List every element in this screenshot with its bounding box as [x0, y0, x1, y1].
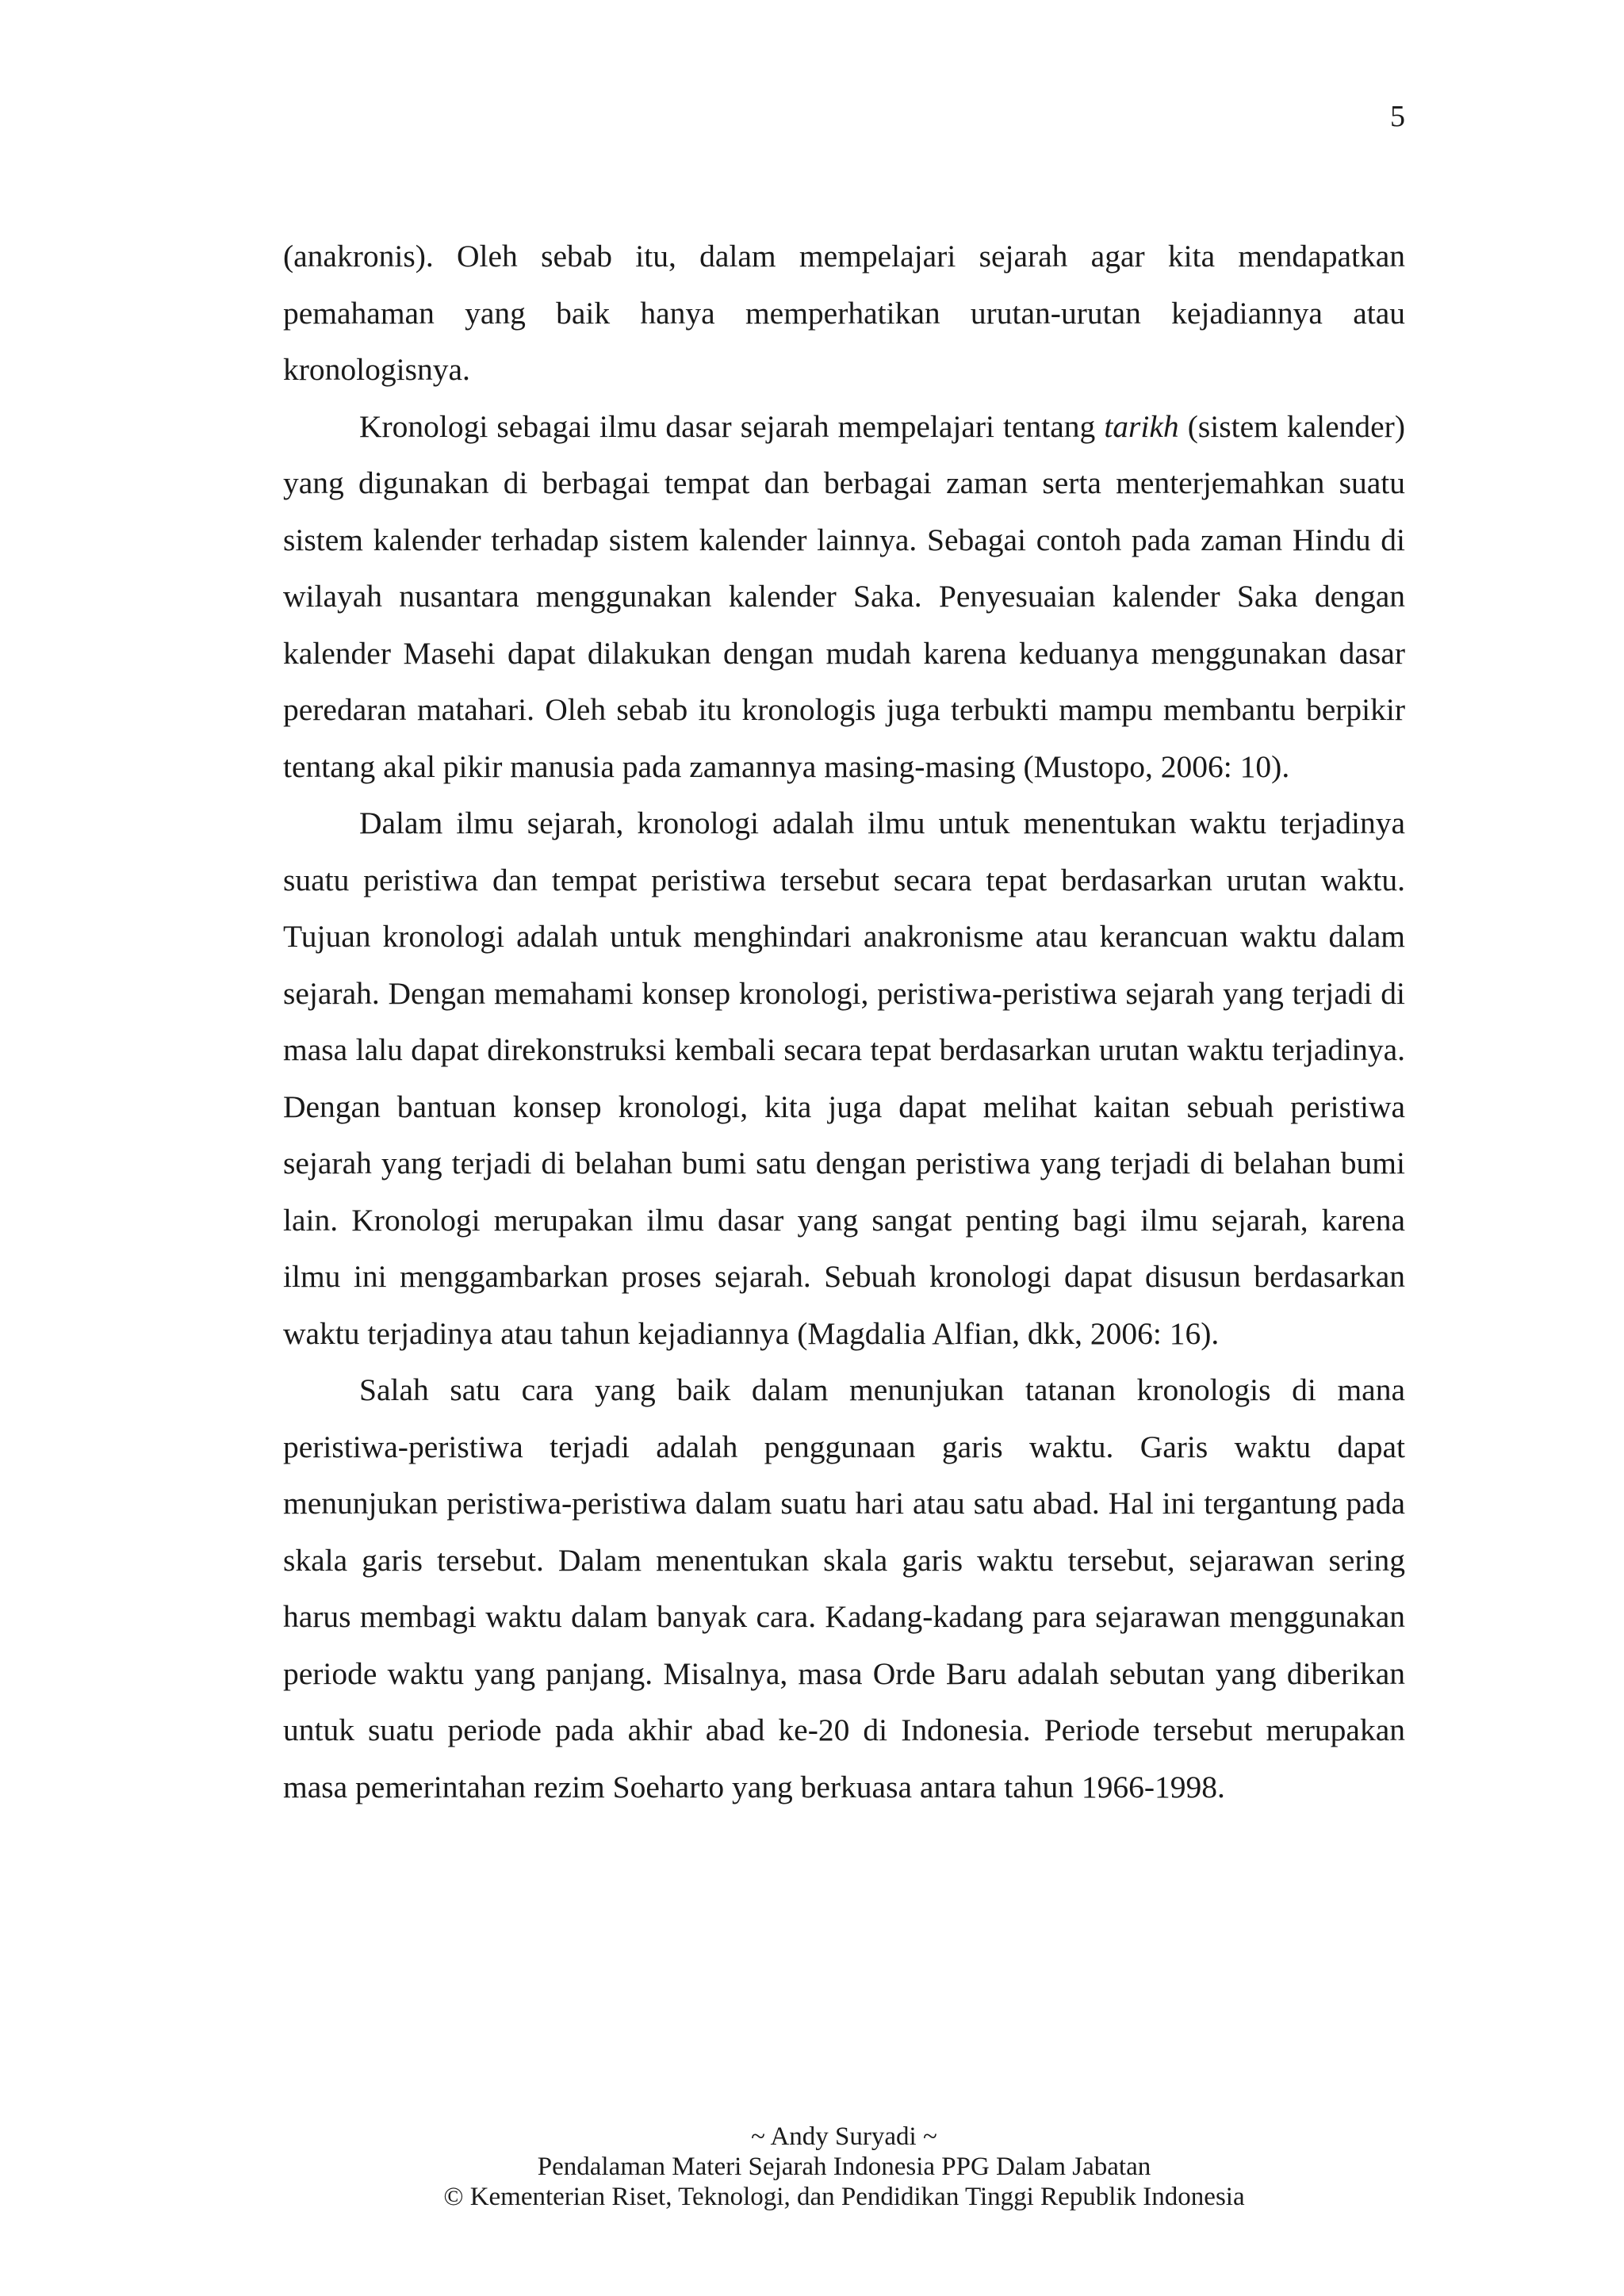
footer-author: ~ Andy Suryadi ~ — [751, 2122, 937, 2151]
paragraph-text-after-italic: (sistem kalender) yang digunakan di berbagai tempat dan berbagai zaman serta menterjemahkan suatu sistem kalender terhadap sistem kalender lainnya. Sebagai contoh pada zaman Hindu di wilayah nusantara menggunakan kalender Saka. Penyesuaian kalender Saka dengan kalender Masehi dapat dilakukan dengan mudah karena keduanya menggunakan dasar peredaran matahari. Oleh sebab itu kronologis juga terbukti mampu membantu berpikir tentang akal pikir manusia pada zamannya masing-masing (Mustopo, 2006: 10). — [283, 408, 1405, 784]
paragraph-garis-waktu: Salah satu cara yang baik dalam menunjukan tatanan kronologis di mana peristiwa-peristiwa terjadi adalah penggunaan garis waktu. Garis waktu dapat menunjukan peristiwa-peristiwa dalam suatu hari atau satu abad. Hal ini tergantung pada skala garis tersebut. Dalam menentukan skala garis waktu tersebut, sejarawan sering harus membagi waktu dalam banyak cara. Kadang-kadang para sejarawan menggunakan periode waktu yang panjang. Misalnya, masa Orde Baru adalah sebutan yang diberikan untuk suatu periode pada akhir abad ke-20 di Indonesia. Periode tersebut merupakan masa pemerintahan rezim Soeharto yang berkuasa antara tahun 1966-1998. — [283, 1372, 1405, 1804]
footer-copyright: © Kementerian Riset, Teknologi, dan Pendidikan Tinggi Republik Indonesia — [443, 2183, 1245, 2211]
paragraph-text-before-italic: Kronologi sebagai ilmu dasar sejarah mempelajari tentang — [359, 408, 1105, 444]
page-footer — [283, 2122, 1405, 2212]
body-text — [283, 228, 1405, 1816]
paragraph-continuation: (anakronis). Oleh sebab itu, dalam mempelajari sejarah agar kita mendapatkan pemahaman yang baik hanya memperhatikan urutan-urutan kejadiannya atau kronologisnya. — [283, 239, 1405, 387]
italic-term-tarikh: tarikh — [1104, 408, 1179, 444]
footer-title: Pendalaman Materi Sejarah Indonesia PPG Dalam Jabatan — [537, 2152, 1151, 2181]
page-number: 5 — [1390, 100, 1405, 133]
paragraph-kronologi-definition: Dalam ilmu sejarah, kronologi adalah ilmu untuk menentukan waktu terjadinya suatu peristiwa dan tempat peristiwa tersebut secara tepat berdasarkan urutan waktu. Tujuan kronologi adalah untuk menghindari anakronisme atau kerancuan waktu dalam sejarah. Dengan memahami konsep kronologi, peristiwa-peristiwa sejarah yang terjadi di masa lalu dapat direkonstruksi kembali secara tepat berdasarkan urutan waktu terjadinya. Dengan bantuan konsep kronologi, kita juga dapat melihat kaitan sebuah peristiwa sejarah yang terjadi di belahan bumi satu dengan peristiwa yang terjadi di belahan bumi lain. Kronologi merupakan ilmu dasar yang sangat penting bagi ilmu sejarah, karena ilmu ini menggambarkan proses sejarah. Sebuah kronologi dapat disusun berdasarkan waktu terjadinya atau tahun kejadiannya (Magdalia Alfian, dkk, 2006: 16). — [283, 806, 1405, 1351]
paragraph-kronologi-tarikh — [283, 399, 1405, 796]
